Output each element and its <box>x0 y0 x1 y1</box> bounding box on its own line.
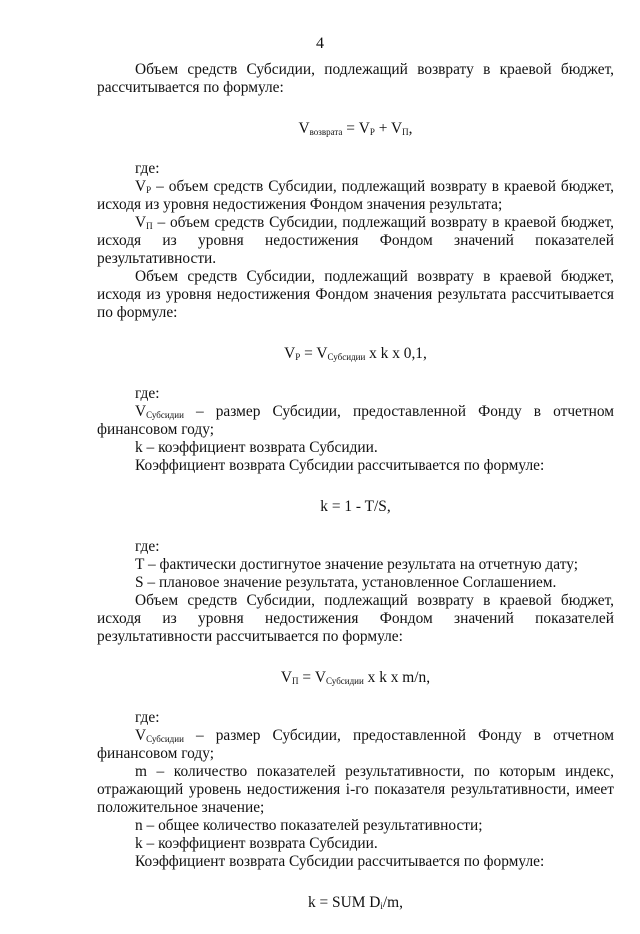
subscript: Субсидии <box>146 410 184 420</box>
paragraph: где: <box>135 385 160 402</box>
paragraph: где: <box>135 709 160 726</box>
paragraph: k – коэффициент возврата Субсидии. <box>135 835 378 852</box>
document-body <box>97 61 614 934</box>
paragraph: Коэффициент возврата Субсидии рассчитывается по формуле: <box>135 457 545 474</box>
formula: k = SUM $D_i/m$, <box>307 894 404 911</box>
subscript: Субсидии <box>327 352 366 362</box>
paragraph: n – общее количество показателей результативности; <box>135 817 483 834</box>
subscript: i <box>380 901 383 911</box>
paragraph: где: <box>135 538 160 555</box>
subscript: P <box>369 127 375 137</box>
subscript: возврата <box>309 127 343 137</box>
paragraph: $V_П$ – объем средств Субсидии, подлежащий возврату в краевой бюджет, исходя из уровня недостижения Фондом значений показателей результативности. <box>97 214 614 267</box>
paragraph: m – количество показателей результативности, по которым индекс, отражающий уровень недостижения i-го показателя результативности, имеет положительное значение; <box>97 763 614 816</box>
paragraph: T – фактически достигнутое значение результата на отчетную дату; <box>135 556 578 573</box>
paragraph: Объем средств Субсидии, подлежащий возврату в краевой бюджет, исходя из уровня недостижения Фондом значений показателей результативности рассчитывается по формуле: <box>97 592 614 645</box>
subscript: П <box>402 127 409 137</box>
paragraph: $V_{Субсидии}$ – размер Субсидии, предоставленной Фонду в отчетном финансовом году; <box>97 727 614 762</box>
subscript: П <box>146 221 153 231</box>
paragraph: Коэффициент возврата Субсидии рассчитывается по формуле: <box>135 853 545 870</box>
paragraph: Объем средств Субсидии, подлежащий возврату в краевой бюджет, исходя из уровня недостижения Фондом значения результата рассчитывается по формуле: <box>97 268 614 321</box>
formula: $V_П = V_{Субсидии}$ x k x m/n, <box>280 669 431 686</box>
formula: $V_P = V_{Субсидии}$ x k x 0,1, <box>284 345 427 362</box>
paragraph: k – коэффициент возврата Субсидии. <box>135 439 378 456</box>
formula: $V_{возврата} = V_P + V_П$, <box>298 120 413 137</box>
subscript: П <box>292 676 299 686</box>
subscript: Субсидии <box>146 734 184 744</box>
subscript: P <box>146 185 152 195</box>
paragraph: S – плановое значение результата, установленное Соглашением. <box>135 574 557 591</box>
paragraph: где: <box>135 160 160 177</box>
formula: k = 1 - T/S, <box>320 498 391 515</box>
page-number: 4 <box>316 35 324 52</box>
paragraph: Объем средств Субсидии, подлежащий возврату в краевой бюджет, рассчитывается по формуле: <box>97 61 614 96</box>
subscript: P <box>295 352 301 362</box>
subscript: Субсидии <box>326 676 364 686</box>
paragraph: $V_P$ – объем средств Субсидии, подлежащий возврату в краевой бюджет, исходя из уровня недостижения Фондом значения результата; <box>97 178 614 213</box>
paragraph: $V_{Субсидии}$ – размер Субсидии, предоставленной Фонду в отчетном финансовом году; <box>97 403 614 438</box>
